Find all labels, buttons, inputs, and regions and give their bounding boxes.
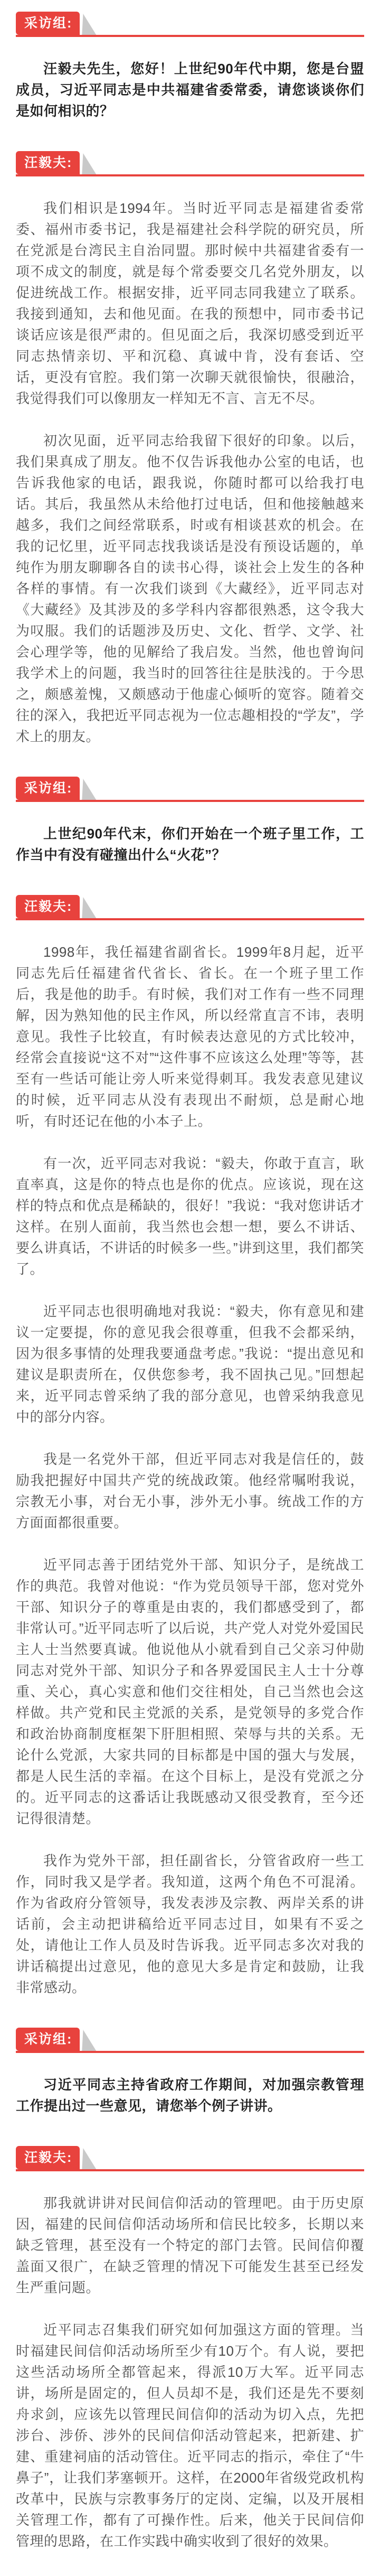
ribbon-fold-triangle [82,779,96,800]
answer-paragraph: 初次见面，近平同志给我留下很好的印象。以后，我们果真成了朋友。他不仅告诉我他办公室的电话，也告诉我他家的电话，跟我说，你随时都可以给我打电话。其后，我虽然从未给他打过电话，但和他接触越来越多，我们之间经常联系，时或有相谈甚欢的机会。在我的记忆里，近平同志找我谈话是没有预设话题的，单纯作为朋友聊聊各自的读书心得，谈社会上发生的各种各样的事情。有一次我们谈到《大藏经》，近平同志对《大藏经》及其涉及的多学科内容都很熟悉，这令我大为叹服。我们的话题涉及历史、文化、哲学、文学、社会心理学等，他的见解给了我启发。当然，他也曾询问我学术上的问题，我当时的回答往往是肤浅的。于今思之，颇感羞愧，又颇感动于他虚心倾听的宽容。随着交往的深入，我把近平同志视为一位志趣相投的“学友”，学术上的朋友。 [16,433,364,744]
answer-paragraph: 近平同志也很明确地对我说：“毅夫，你有意见和建议一定要提，你的意见我会很尊重，但我不会都采纳，因为很多事情的处理我要通盘考虑。”我说：“提出意见和建议是职责所在，仅供您参考，我不固执己见。”回想起来，近平同志曾采纳了我的部分意见，也曾采纳我意见中的部分内容。 [16,1303,364,1425]
answer-paragraph: 有一次，近平同志对我说：“毅夫，你敢于直言，耿直率真，这是你的特点也是你的优点。应该说，现在这样的特点和优点是稀缺的，很好！”我说：“我对您讲话才这样。在别人面前，我当然也会想一想，要么不讲话、要么讲真话，不讲话的时候多一些。”讲到这里，我们都笑了。 [16,1155,364,1277]
ribbon-fold-triangle [82,897,96,918]
interviewee-ribbon [16,895,364,920]
interviewer-ribbon [16,777,364,802]
answer-paragraph: 我们相识是1994年。当时近平同志是福建省委常委、福州市委书记，我是福建社会科学院的研究员，所在党派是台湾民主自治同盟。那时候中共福建省委有一项不成文的制度，就是每个常委要交几名党外朋友，以促进统战工作。根据安排，近平同志同我建立了联系。我接到通知，去和他见面。在我的预想中，同市委书记谈话应该是很严肃的。但见面之后，我深切感受到近平同志热情亲切、平和沉稳、真诚中肯，没有套话、空话，更没有官腔。我们第一次聊天就很愉快，很融洽，我觉得我们可以像朋友一样知无不言、言无不尽。 [16,200,364,406]
interviewee-badge: 汪毅夫: [16,2146,80,2169]
ribbon-fold-triangle [82,14,96,35]
ribbon-fold-triangle [82,2148,96,2169]
question-text: 汪毅夫先生，您好！上世纪90年代中期，您是台盟成员，习近平同志是中共福建省委常委，请您谈谈你们是如何相识的？ [16,61,364,119]
interviewee-badge: 汪毅夫: [16,895,80,918]
question-text: 习近平同志主持省政府工作期间，对加强宗教管理工作提出过一些意见，请您举个例子讲讲。 [16,2077,364,2114]
qa-block-3 [16,2028,364,2552]
question-text: 上世纪90年代末，你们开始在一个班子里工作，工作当中有没有碰撞出什么“火花”？ [16,826,364,863]
qa-block-2 [16,777,364,1998]
qa-block-1 [16,12,364,747]
answer-paragraph: 那我就讲讲对民间信仰活动的管理吧。由于历史原因，福建的民间信仰活动场所和信民比较多，长期以来缺乏管理，甚至没有一个特定的部门去管。民间信仰覆盖面又很广，在缺乏管理的情况下可能发生甚至已经发生严重问题。 [16,2195,364,2295]
interviewer-ribbon [16,2028,364,2053]
answer-paragraph: 1998年，我任福建省副省长。1999年8月起，近平同志先后任福建省代省长、省长。在一个班子里工作后，我是他的助手。有时候，我们对工作有一些不同理解，因为熟知他的民主作风，所以经常直言不讳，表明意见。我性子比较直，有时候表达意见的方式比较冲，经常会直接说“这不对”“这件事不应该这么处理”等等，甚至有一些话可能让旁人听来觉得刺耳。我发表意见建议的时候，近平同志从没有表现出不耐烦，总是耐心地听，有时还记在他的小本子上。 [16,944,364,1129]
interviewer-badge: 采访组: [16,2028,80,2051]
interviewee-ribbon [16,151,364,176]
ribbon-fold-triangle [82,2030,96,2051]
interviewer-badge: 采访组: [16,777,80,800]
interviewee-ribbon [16,2146,364,2171]
interviewer-ribbon [16,12,364,37]
answer-paragraph: 我作为党外干部，担任副省长，分管省政府一些工作，同时我又是学者。我知道，这两个角色不可混淆。作为省政府分管领导，我发表涉及宗教、两岸关系的讲话前，会主动把讲稿给近平同志过目，如果有不妥之处，请他让工作人员及时告诉我。近平同志多次对我的讲话稿提出过意见，他的意见大多是肯定和鼓励，让我非常感动。 [16,1853,364,1995]
interviewer-badge: 采访组: [16,12,80,35]
answer-paragraph: 我是一名党外干部，但近平同志对我是信任的，鼓励我把握好中国共产党的统战政策。他经常嘱咐我说，宗教无小事，对台无小事，涉外无小事。统战工作的方方面面都很重要。 [16,1451,364,1530]
ribbon-fold-triangle [82,153,96,174]
answer-paragraph: 近平同志召集我们研究如何加强这方面的管理。当时福建民间信仰活动场所至少有10万个。有人说，要把这些活动场所全都管起来，得派10万大军。近平同志讲，场所是固定的，但人员却不是，我们还是先不要刻舟求剑，应该先以管理民间信仰的活动为切入点，先把涉台、涉侨、涉外的民间信仰活动管起来，把新建、扩建、重建祠庙的活动管住。近平同志的指示，牵住了“牛鼻子”，让我们茅塞顿开。这样，在2000年省级党政机构改革中，民族与宗教事务厅的定岗、定编，以及开展相关管理工作，都有了可操作性。后来，他关于民间信仰管理的思路，在工作实践中确实收到了很好的效果。 [16,2322,364,2549]
answer-paragraph: 近平同志善于团结党外干部、知识分子，是统战工作的典范。我曾对他说：“作为党员领导干部，您对党外干部、知识分子的尊重是由衷的，我们都感受到了，都非常认可。”近平同志听了以后说，共产党人对党外爱国民主人士当然要真诚。他说他从小就看到自己父亲习仲勋同志对党外干部、知识分子和各界爱国民主人士十分尊重、关心，真心实意和他们交往相处，自己当然也会这样做。共产党和民主党派的关系，是党领导的多党合作和政治协商制度框架下肝胆相照、荣辱与共的关系。无论什么党派，大家共同的目标都是中国的强大与发展，都是人民生活的幸福。在这个目标上，是没有党派之分的。近平同志的这番话让我既感动又很受教育，至今还记得很清楚。 [16,1557,364,1826]
interviewee-badge: 汪毅夫: [16,151,80,174]
